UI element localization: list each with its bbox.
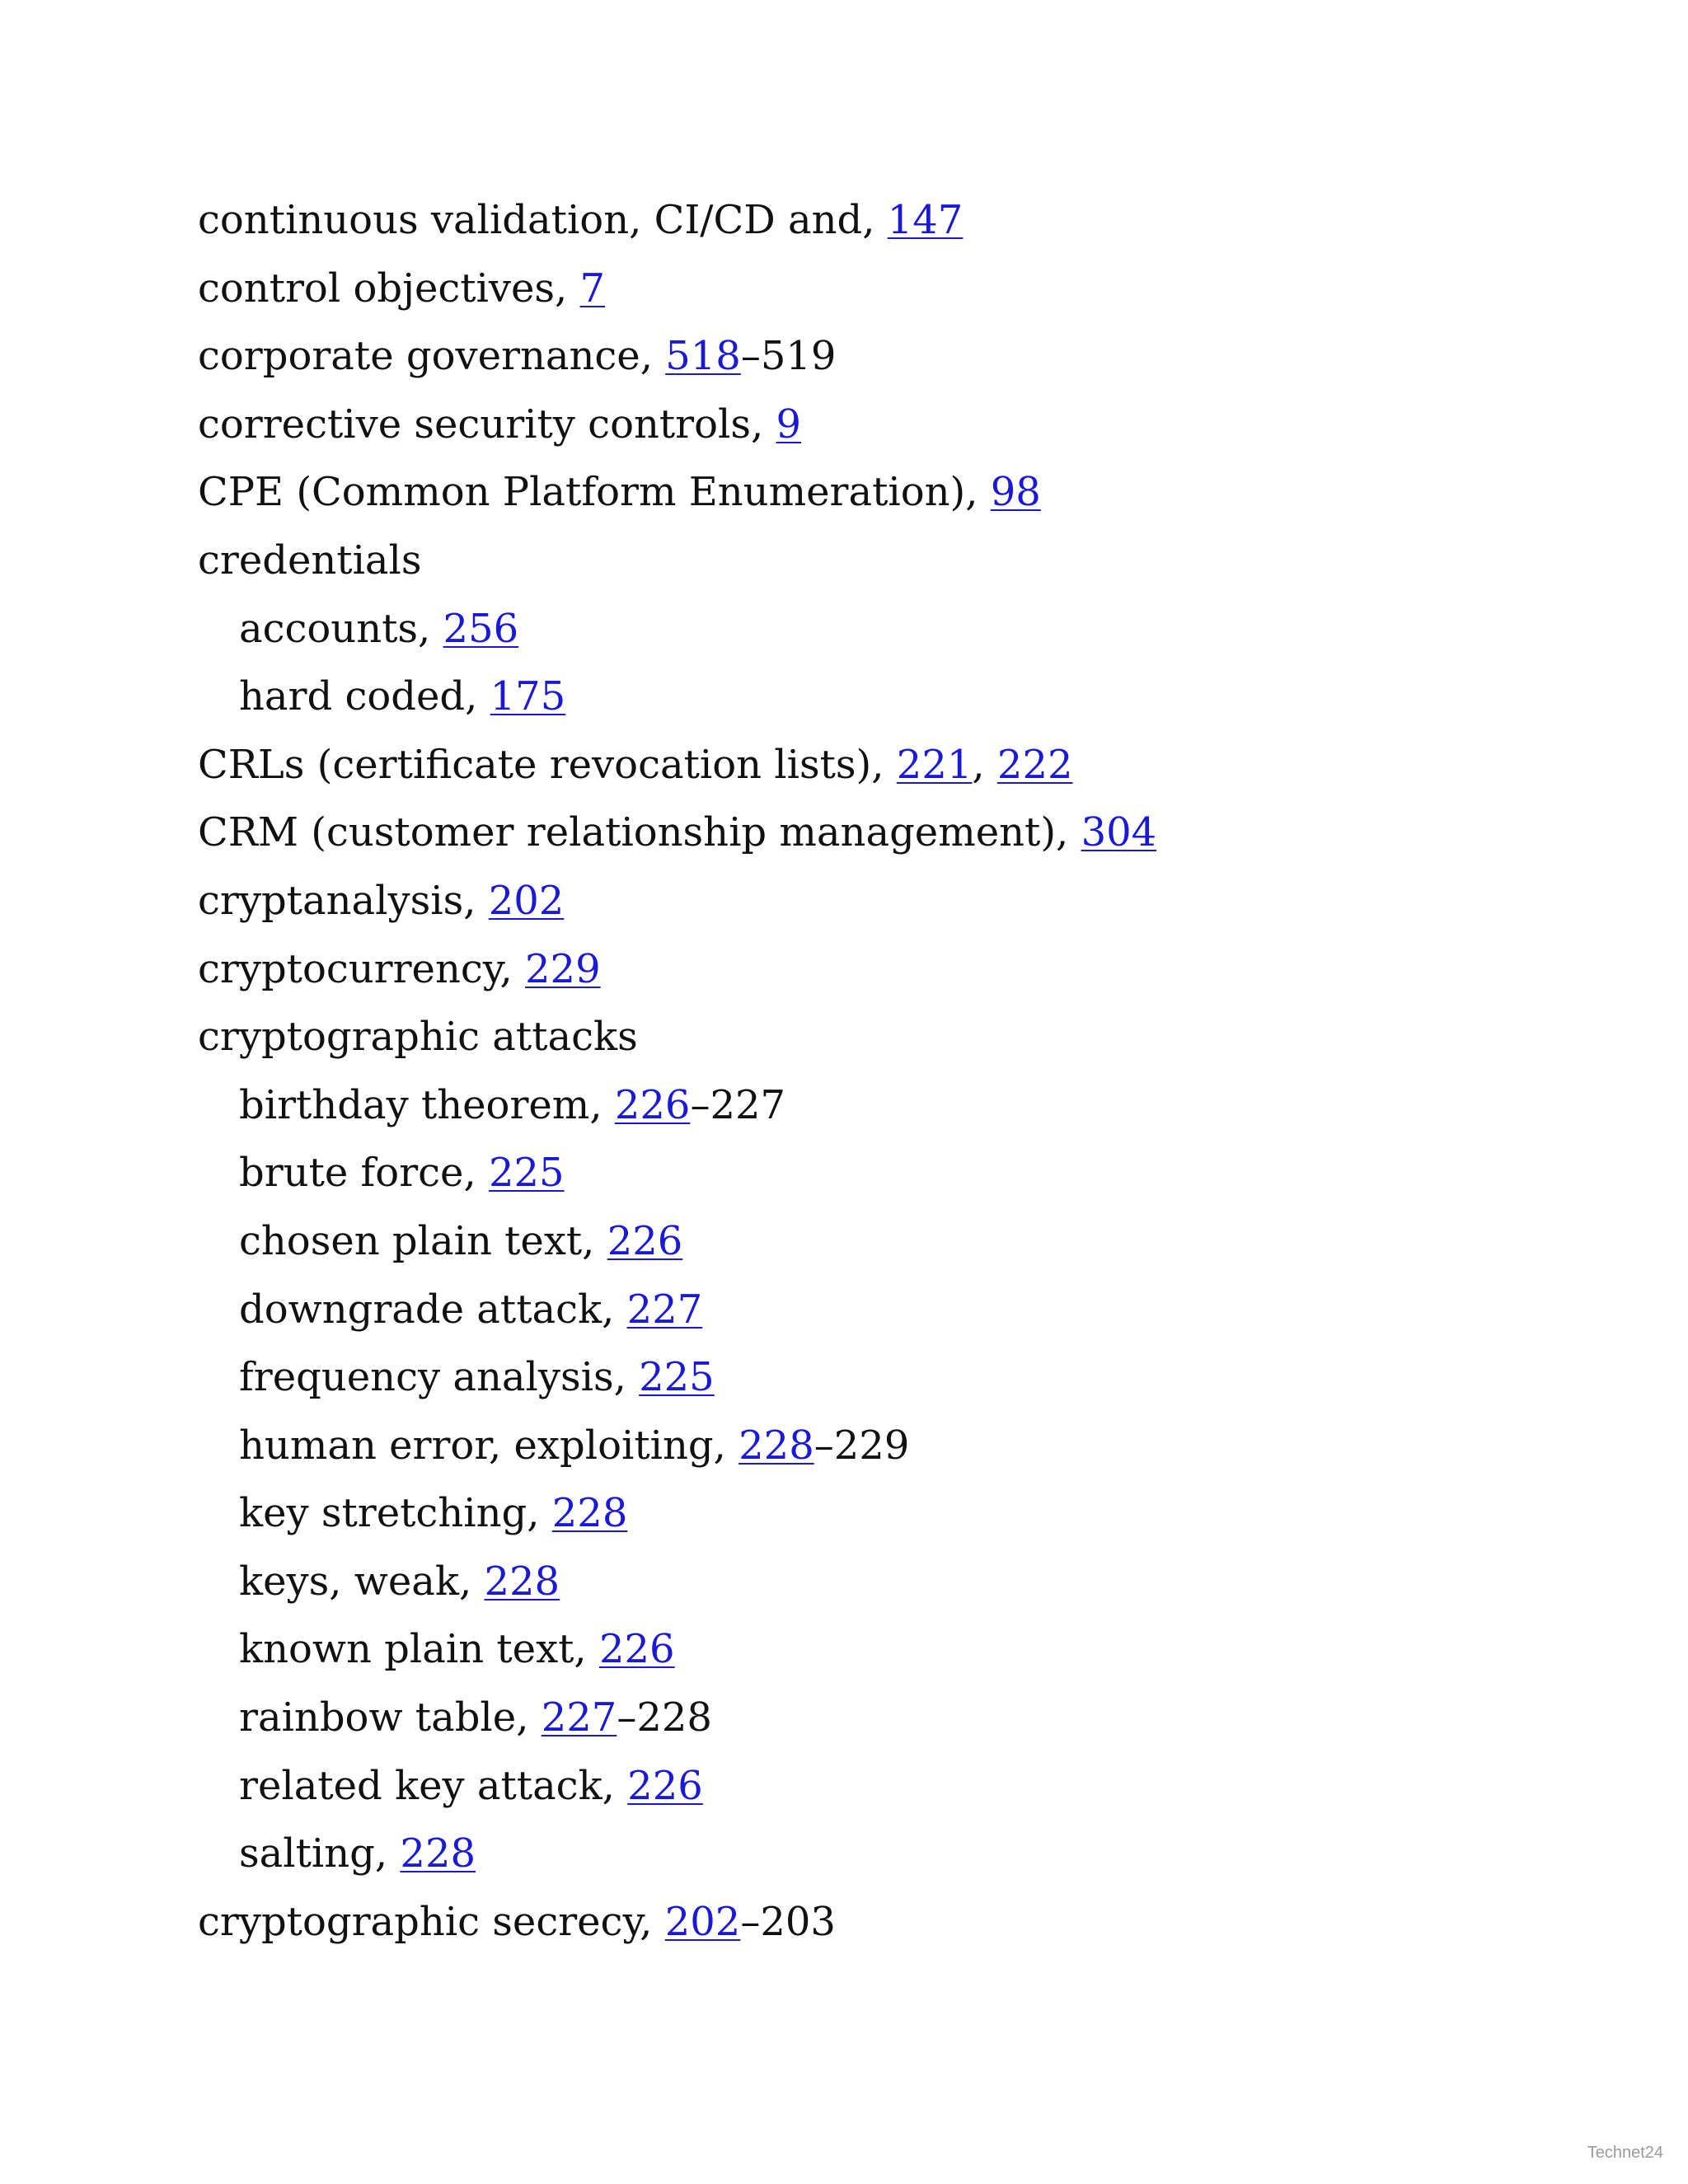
index-term: brute force,	[239, 1150, 489, 1197]
index-entry	[198, 255, 1599, 323]
watermark: Technet24	[1587, 2144, 1663, 2162]
index-entry	[198, 1003, 1599, 1071]
page-range-end: –229	[814, 1422, 910, 1469]
index-term: corrective security controls,	[198, 401, 776, 448]
index-term: human error, exploiting,	[239, 1422, 739, 1469]
page-link[interactable]: 228	[400, 1830, 476, 1877]
index-term: rainbow table,	[239, 1694, 542, 1741]
index-subentry	[198, 1343, 1599, 1412]
page-link[interactable]: 7	[579, 265, 606, 312]
index-entry	[198, 391, 1599, 459]
index-entry	[198, 799, 1599, 867]
page-link[interactable]: 304	[1081, 809, 1157, 856]
page-link[interactable]: 9	[776, 401, 802, 448]
index-term: control objectives,	[198, 265, 580, 312]
index-term: cryptanalysis,	[198, 877, 489, 924]
page-link[interactable]: 202	[664, 1898, 741, 1945]
index-subentry	[198, 1139, 1599, 1207]
index-subentry	[198, 1207, 1599, 1276]
index-subentry	[198, 1071, 1599, 1140]
index-term: chosen plain text,	[239, 1217, 607, 1264]
page-range-end: –203	[740, 1898, 836, 1945]
index-subentry	[198, 1548, 1599, 1616]
index-term: cryptocurrency,	[198, 945, 526, 992]
index-subentry	[198, 595, 1599, 663]
index-term: salting,	[239, 1830, 401, 1877]
page-link[interactable]: 226	[607, 1217, 683, 1264]
page-link[interactable]: 222	[996, 741, 1073, 788]
index-entry	[198, 1888, 1599, 1957]
index-term: keys, weak,	[239, 1558, 485, 1605]
page-range-end: –519	[740, 333, 837, 380]
page-link[interactable]: 227	[626, 1286, 703, 1333]
page-link[interactable]: 229	[525, 945, 601, 992]
page-range-end: –228	[617, 1694, 712, 1741]
page-link[interactable]: 202	[488, 877, 565, 924]
page-link[interactable]: 225	[639, 1354, 715, 1401]
page-link[interactable]: 98	[990, 469, 1041, 516]
index-term: frequency analysis,	[239, 1354, 640, 1401]
page-link[interactable]: 228	[738, 1422, 814, 1469]
page-link[interactable]: 175	[490, 673, 566, 720]
index-entry	[198, 322, 1599, 391]
index-subentry	[198, 1752, 1599, 1821]
page-link[interactable]: 147	[887, 197, 964, 243]
page-link[interactable]: 518	[665, 333, 741, 380]
page-link[interactable]: 226	[627, 1762, 703, 1809]
index-term: birthday theorem,	[239, 1081, 615, 1128]
index-term: corporate governance,	[198, 333, 666, 380]
index-subentry	[198, 1684, 1599, 1752]
page-link[interactable]: 226	[614, 1081, 691, 1128]
index-subentry	[198, 663, 1599, 731]
index-list	[198, 186, 1599, 1956]
index-term: CPE (Common Platform Enumeration),	[198, 469, 991, 516]
page-separator: ,	[972, 741, 997, 788]
index-entry	[198, 458, 1599, 527]
index-term: hard coded,	[239, 673, 490, 720]
page-link[interactable]: 256	[443, 605, 519, 652]
page-link[interactable]: 225	[488, 1150, 565, 1197]
index-term: cryptographic secrecy,	[198, 1898, 665, 1945]
index-entry	[198, 527, 1599, 595]
index-subentry	[198, 1479, 1599, 1548]
index-subentry	[198, 1820, 1599, 1888]
page-link[interactable]: 228	[551, 1490, 628, 1537]
index-term: downgrade attack,	[239, 1286, 627, 1333]
index-term: CRLs (certificate revocation lists),	[198, 741, 897, 788]
page-link[interactable]: 226	[598, 1626, 675, 1673]
index-entry	[198, 867, 1599, 935]
index-entry	[198, 935, 1599, 1004]
index-term: key stretching,	[239, 1490, 552, 1537]
index-subentry	[198, 1412, 1599, 1480]
index-term: credentials	[198, 537, 422, 583]
index-term: cryptographic attacks	[198, 1014, 638, 1061]
index-term: related key attack,	[239, 1762, 628, 1809]
index-subentry	[198, 1276, 1599, 1344]
index-subentry	[198, 1615, 1599, 1684]
page-range-end: –227	[690, 1081, 786, 1128]
index-term: known plain text,	[239, 1626, 599, 1673]
page-link[interactable]: 228	[484, 1558, 560, 1605]
index-term: continuous validation, CI/CD and,	[198, 197, 888, 243]
index-term: CRM (customer relationship management),	[198, 809, 1081, 856]
page-link[interactable]: 227	[541, 1694, 617, 1741]
index-entry	[198, 731, 1599, 799]
index-term: accounts,	[239, 605, 443, 652]
index-entry	[198, 186, 1599, 255]
page-link[interactable]: 221	[896, 741, 973, 788]
